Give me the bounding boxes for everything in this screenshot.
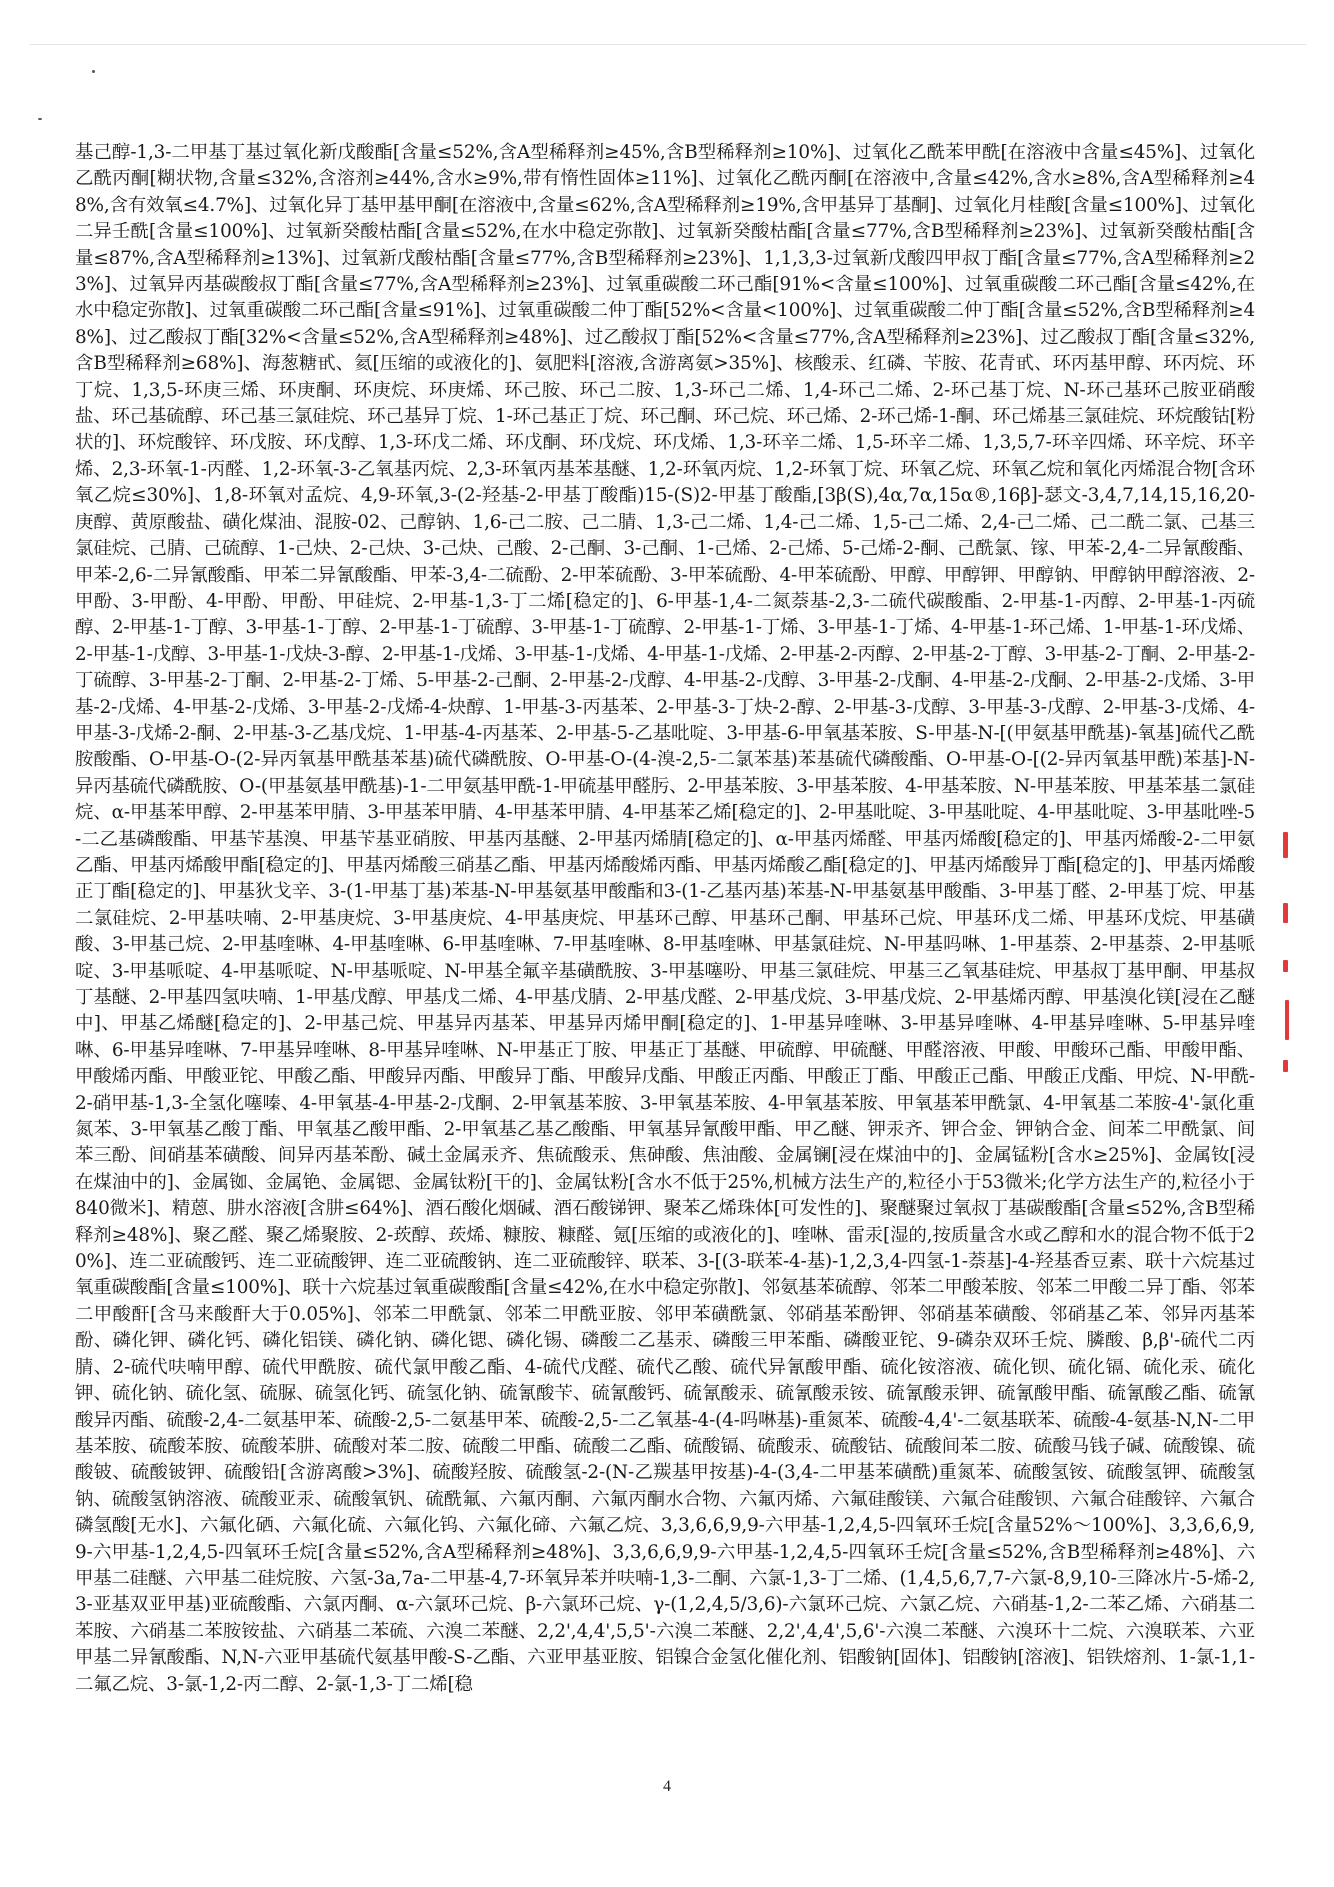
document-body-text: 基己醇-1,3-二甲基丁基过氧化新戊酸酯[含量≤52%,含A型稀释剂≥45%,含B型稀释剂≥10%]、过氧化乙酰苯甲酰[在溶液中含量≤45%]、过氧化乙酰丙酮[糊状物,含量≤32%,含溶剂≥44%,含水≥9%,带有惰性固体≥11%]、过氧化乙酰丙酮[在溶液中,含量≤42%,含水≥8%,含A型稀释剂≥48%,含有效氧≤4.7%]、过氧化异丁基甲基甲酮[在溶液中,含量≤62%,含A型稀释剂≥19%,含甲基异丁基酮]、过氧化月桂酸[含量≤100%]、过氧化二异壬酰[含量≤100%]、过氧新癸酸枯酯[含量≤52%,在水中稳定弥散]、过氧新癸酸枯酯[含量≤77%,含B型稀释剂≥23%]、过氧新癸酸枯酯[含量≤87%,含A型稀释剂≥13%]、过氧新戊酸枯酯[含量≤77%,含B型稀释剂≥23%]、1,1,3,3-过氧新戊酸四甲叔丁酯[含量≤77%,含A型稀释剂≥23%]、过氧异丙基碳酸叔丁酯[含量≤77%,含A型稀释剂≥23%]、过氧重碳酸二环己酯[91%<含量≤100%]、过氧重碳酸二环己酯[含量≤42%,在水中稳定弥散]、过氧重碳酸二环己酯[含量≤91%]、过氧重碳酸二仲丁酯[52%<含量<100%]、过氧重碳酸二仲丁酯[含量≤52%,含B型稀释剂≥48%]、过乙酸叔丁酯[32%<含量≤52%,含A型稀释剂≥48%]、过乙酸叔丁酯[52%<含量≤77%,含A型稀释剂≥23%]、过乙酸叔丁酯[含量≤32%,含B型稀释剂≥68%]、海葱糖甙、氦[压缩的或液化的]、氨肥料[溶液,含游离氨>35%]、核酸汞、红磷、苄胺、花青甙、环丙基甲醇、环丙烷、环丁烷、1,3,5-环庚三烯、环庚酮、环庚烷、环庚烯、环己胺、环己二胺、1,3-环己二烯、1,4-环己二烯、2-环己基丁烷、N-环己基环己胺亚硝酸盐、环己基硫醇、环己基三氯硅烷、环己基异丁烷、1-环己基正丁烷、环己酮、环己烷、环己烯、2-环己烯-1-酮、环己烯基三氯硅烷、环烷酸钴[粉状的]、环烷酸锌、环戊胺、环戊醇、1,3-环戊二烯、环戊酮、环戊烷、环戊烯、1,3-环辛二烯、1,5-环辛二烯、1,3,5,7-环辛四烯、环辛烷、环辛烯、2,3-环氧-1-丙醛、1,2-环氧-3-乙氧基丙烷、2,3-环氧丙基苯基醚、1,2-环氧丙烷、1,2-环氧丁烷、环氧乙烷、环氧乙烷和氧化丙烯混合物[含环氧乙烷≤30%]、1,8-环氧对孟烷、4,9-环氧,3-(2-羟基-2-甲基丁酸酯)15-(S)2-甲基丁酸酯,[3β(S),4α,7α,15α®,16β]-瑟文-3,4,7,14,15,16,20-庚醇、黄原酸盐、磺化煤油、混胺-02、己醇钠、1,6-己二胺、己二腈、1,3-己二烯、1,4-己二烯、1,5-己二烯、2,4-己二烯、己二酰二氯、己基三氯硅烷、己腈、己硫醇、1-己炔、2-己炔、3-己炔、己酸、2-己酮、3-己酮、1-己烯、2-己烯、5-己烯-2-酮、己酰氯、镓、甲苯-2,4-二异氰酸酯、甲苯-2,6-二异氰酸酯、甲苯二异氰酸酯、甲苯-3,4-二硫酚、2-甲苯硫酚、3-甲苯硫酚、4-甲苯硫酚、甲醇、甲醇钾、甲醇钠、甲醇钠甲醇溶液、2-甲酚、3-甲酚、4-甲酚、甲酚、甲硅烷、2-甲基-1,3-丁二烯[稳定的]、6-甲基-1,4-二氮萘基-2,3-二硫代碳酸酯、2-甲基-1-丙醇、2-甲基-1-丙硫醇、2-甲基-1-丁醇、3-甲基-1-丁醇、2-甲基-1-丁硫醇、3-甲基-1-丁硫醇、2-甲基-1-丁烯、3-甲基-1-丁烯、4-甲基-1-环己烯、1-甲基-1-环戊烯、2-甲基-1-戊醇、3-甲基-1-戊炔-3-醇、2-甲基-1-戊烯、3-甲基-1-戊烯、4-甲基-1-戊烯、2-甲基-2-丙醇、2-甲基-2-丁醇、3-甲基-2-丁酮、2-甲基-2-丁硫醇、3-甲基-2-丁酮、2-甲基-2-丁烯、5-甲基-2-己酮、2-甲基-2-戊醇、4-甲基-2-戊醇、3-甲基-2-戊酮、4-甲基-2-戊酮、2-甲基-2-戊烯、3-甲基-2-戊烯、4-甲基-2-戊烯、3-甲基-2-戊烯-4-炔醇、1-甲基-3-丙基苯、2-甲基-3-丁炔-2-醇、2-甲基-3-戊醇、3-甲基-3-戊醇、2-甲基-3-戊烯、4-甲基-3-戊烯-2-酮、2-甲基-3-乙基戊烷、1-甲基-4-丙基苯、2-甲基-5-乙基吡啶、3-甲基-6-甲氧基苯胺、S-甲基-N-[(甲氨基甲酰基)-氧基]硫代乙酰胺酸酯、O-甲基-O-(2-异丙氧基甲酰基苯基)硫代磷酰胺、O-甲基-O-(4-溴-2,5-二氯苯基)苯基硫代磷酸酯、O-甲基-O-[(2-异丙氧基甲酰)苯基]-N-异丙基硫代磷酰胺、O-(甲基氨基甲酰基)-1-二甲氨基甲酰-1-甲硫基甲醛肟、2-甲基苯胺、3-甲基苯胺、4-甲基苯胺、N-甲基苯胺、甲基苯基二氯硅烷、α-甲基苯甲醇、2-甲基苯甲腈、3-甲基苯甲腈、4-甲基苯甲腈、4-甲基苯乙烯[稳定的]、2-甲基吡啶、3-甲基吡啶、4-甲基吡啶、3-甲基吡唑-5-二乙基磷酸酯、甲基苄基溴、甲基苄基亚硝胺、甲基丙基醚、2-甲基丙烯腈[稳定的]、α-甲基丙烯醛、甲基丙烯酸[稳定的]、甲基丙烯酸-2-二甲氨乙酯、甲基丙烯酸甲酯[稳定的]、甲基丙烯酸三硝基乙酯、甲基丙烯酸烯丙酯、甲基丙烯酸乙酯[稳定的]、甲基丙烯酸异丁酯[稳定的]、甲基丙烯酸正丁酯[稳定的]、甲基狄戈辛、3-(1-甲基丁基)苯基-N-甲基氨基甲酸酯和3-(1-乙基丙基)苯基-N-甲基氨基甲酸酯、3-甲基丁醛、2-甲基丁烷、甲基二氯硅烷、2-甲基呋喃、2-甲基庚烷、3-甲基庚烷、4-甲基庚烷、甲基环己醇、甲基环己酮、甲基环己烷、甲基环戊二烯、甲基环戊烷、甲基磺酸、3-甲基己烷、2-甲基喹啉、4-甲基喹啉、6-甲基喹啉、7-甲基喹啉、8-甲基喹啉、甲基氯硅烷、N-甲基吗啉、1-甲基萘、2-甲基萘、2-甲基哌啶、3-甲基哌啶、4-甲基哌啶、N-甲基哌啶、N-甲基全氟辛基磺酰胺、3-甲基噻吩、甲基三氯硅烷、甲基三乙氧基硅烷、甲基叔丁基甲酮、甲基叔丁基醚、2-甲基四氢呋喃、1-甲基戊醇、甲基戊二烯、4-甲基戊腈、2-甲基戊醛、2-甲基戊烷、3-甲基戊烷、2-甲基烯丙醇、甲基溴化镁[浸在乙醚中]、甲基乙烯醚[稳定的]、2-甲基己烷、甲基异丙基苯、甲基异丙烯甲酮[稳定的]、1-甲基异喹啉、3-甲基异喹啉、4-甲基异喹啉、5-甲基异喹啉、6-甲基异喹啉、7-甲基异喹啉、8-甲基异喹啉、N-甲基正丁胺、甲基正丁基醚、甲硫醇、甲硫醚、甲醛溶液、甲酸、甲酸环己酯、甲酸甲酯、甲酸烯丙酯、甲酸亚铊、甲酸乙酯、甲酸异丙酯、甲酸异丁酯、甲酸异戊酯、甲酸正丙酯、甲酸正丁酯、甲酸正己酯、甲酸正戊酯、甲烷、N-甲酰-2-硝甲基-1,3-全氢化噻嗪、4-甲氧基-4-甲基-2-戊酮、2-甲氧基苯胺、3-甲氧基苯胺、4-甲氧基苯胺、甲氧基苯甲酰氯、4-甲氧基二苯胺-4'-氯化重氮苯、3-甲氧基乙酸丁酯、甲氧基乙酸甲酯、2-甲氧基乙基乙酸酯、甲氧基异氰酸甲酯、甲乙醚、钾汞齐、钾合金、钾钠合金、间苯二甲酰氯、间苯三酚、间硝基苯磺酸、间异丙基苯酚、碱土金属汞齐、焦硫酸汞、焦砷酸、焦油酸、金属镧[浸在煤油中的]、金属锰粉[含水≥25%]、金属钕[浸在煤油中的]、金属铷、金属铯、金属锶、金属钛粉[干的]、金属钛粉[含水不低于25%,机械方法生产的,粒径小于53微米;化学方法生产的,粒径小于840微米]、精蒽、肼水溶液[含肼≤64%]、酒石酸化烟碱、酒石酸锑钾、聚苯乙烯珠体[可发性的]、聚醚聚过氧叔丁基碳酸酯[含量≤52%,含B型稀释剂≥48%]、聚乙醛、聚乙烯聚胺、2-莰醇、莰烯、糠胺、糠醛、氪[压缩的或液化的]、喹啉、雷汞[湿的,按质量含水或乙醇和水的混合物不低于20%]、连二亚硫酸钙、连二亚硫酸钾、连二亚硫酸钠、连二亚硫酸锌、联苯、3-[(3-联苯-4-基)-1,2,3,4-四氢-1-萘基]-4-羟基香豆素、联十六烷基过氧重碳酸酯[含量≤100%]、联十六烷基过氧重碳酸酯[含量≤42%,在水中稳定弥散]、邻氨基苯硫醇、邻苯二甲酸苯胺、邻苯二甲酸二异丁酯、邻苯二甲酸酐[含马来酸酐大于0.05%]、邻苯二甲酰氯、邻苯二甲酰亚胺、邻甲苯磺酰氯、邻硝基苯酚钾、邻硝基苯磺酸、邻硝基乙苯、邻异丙基苯酚、磷化钾、磷化钙、磷化铝镁、磷化钠、磷化锶、磷化锡、磷酸二乙基汞、磷酸三甲苯酯、磷酸亚铊、9-磷杂双环壬烷、膦酸、β,β'-硫代二丙腈、2-硫代呋喃甲醇、硫代甲酰胺、硫代氯甲酸乙酯、4-硫代戊醛、硫代乙酸、硫代异氰酸甲酯、硫化铵溶液、硫化钡、硫化镉、硫化汞、硫化钾、硫化钠、硫化氢、硫脲、硫氢化钙、硫氢化钠、硫氰酸苄、硫氰酸钙、硫氰酸汞、硫氰酸汞铵、硫氰酸汞钾、硫氰酸甲酯、硫氰酸乙酯、硫氰酸异丙酯、硫酸-2,4-二氨基甲苯、硫酸-2,5-二氨基甲苯、硫酸-2,5-二乙氧基-4-(4-吗啉基)-重氮苯、硫酸-4,4'-二氨基联苯、硫酸-4-氨基-N,N-二甲基苯胺、硫酸苯胺、硫酸苯肼、硫酸对苯二胺、硫酸二甲酯、硫酸二乙酯、硫酸镉、硫酸汞、硫酸钴、硫酸间苯二胺、硫酸马钱子碱、硫酸镍、硫酸铍、硫酸铍钾、硫酸铅[含游离酸>3%]、硫酸羟胺、硫酸氢-2-(N-乙羰基甲按基)-4-(3,4-二甲基苯磺酰)重氮苯、硫酸氢铵、硫酸氢钾、硫酸氢钠、硫酸氢钠溶液、硫酸亚汞、硫酸氧钒、硫酰氟、六氟丙酮、六氟丙酮水合物、六氟丙烯、六氟硅酸镁、六氟合硅酸钡、六氟合硅酸锌、六氟合磷氢酸[无水]、六氟化硒、六氟化硫、六氟化钨、六氟化碲、六氟乙烷、3,3,6,6,9,9-六甲基-1,2,4,5-四氧环壬烷[含量52%～100%]、3,3,6,6,9,9-六甲基-1,2,4,5-四氧环壬烷[含量≤52%,含A型稀释剂≥48%]、3,3,6,6,9,9-六甲基-1,2,4,5-四氧环壬烷[含量≤52%,含B型稀释剂≥48%]、六甲基二硅醚、六甲基二硅烷胺、六氢-3a,7a-二甲基-4,7-环氧异苯并呋喃-1,3-二酮、六氯-1,3-丁二烯、(1,4,5,6,7,7-六氯-8,9,10-三降冰片-5-烯-2,3-亚基双亚甲基)亚硫酸酯、六氯丙酮、α-六氯环己烷、β-六氯环己烷、γ-(1,2,4,5/3,6)-六氯环己烷、六氯乙烷、六硝基-1,2-二苯乙烯、六硝基二苯胺、六硝基二苯胺铵盐、六硝基二苯硫、六溴二苯醚、2,2',4,4',5,5'-六溴二苯醚、2,2',4,4',5,6'-六溴二苯醚、六溴环十二烷、六溴联苯、六亚甲基二异氰酸酯、N,N-六亚甲基硫代氨基甲酸-S-乙酯、六亚甲基亚胺、铝镍合金氢化催化剂、铝酸钠[固体]、铝酸钠[溶液]、铝铁熔剂、1-氯-1,1-二氟乙烷、3-氯-1,2-丙二醇、2-氯-1,3-丁二烯[稳	[75, 142, 1255, 1695]
margin-stamp-mark	[1285, 1000, 1289, 1040]
margin-stamp-mark	[1283, 1060, 1288, 1072]
margin-stamp-mark	[1283, 960, 1288, 972]
margin-stamp-mark	[1283, 832, 1288, 858]
margin-stamp-mark	[1283, 903, 1288, 923]
page-number: 4	[663, 1778, 671, 1795]
scan-speck	[38, 118, 42, 120]
scan-speck	[92, 70, 95, 73]
scan-edge	[30, 44, 1306, 45]
